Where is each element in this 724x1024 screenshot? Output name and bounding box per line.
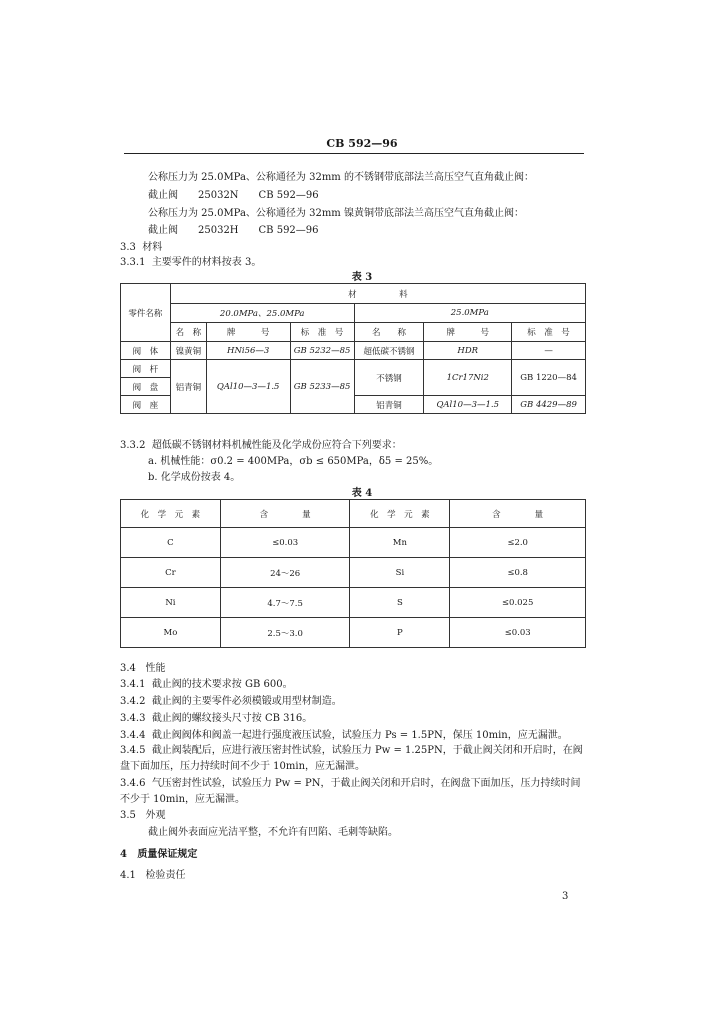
element: Cr (121, 558, 221, 588)
column-header: 化 学 元 素 (350, 500, 450, 528)
material-grade: HNi56—3 (206, 342, 290, 360)
section-title: 性能 (145, 663, 166, 674)
appearance-text: 截止阀外表面应光洁平整，不允许有凹陷、毛刺等缺陷。 (148, 827, 398, 838)
item-3-4-6-continued: 不少于 10min，应无漏泄。 (120, 794, 246, 805)
material-standard: GB 5232—85 (290, 342, 354, 360)
header-rule (124, 153, 584, 154)
material-standard: GB 1220—84 (512, 360, 586, 396)
section-number: 4.1 (120, 870, 136, 881)
material-header: 材 料 (170, 284, 585, 304)
part-name-header: 零件名称 (121, 284, 171, 342)
section-title: 质量保证规定 (137, 849, 198, 860)
column-header: 化 学 元 素 (121, 500, 221, 528)
item-number: 3.4.2 (120, 696, 146, 707)
part-name: 阀 座 (121, 396, 171, 414)
section-title: 检验责任 (145, 870, 186, 881)
sub-header: 标 准 号 (512, 323, 586, 342)
section-number: 4 (120, 849, 127, 860)
item-number: 3.4.6 (120, 778, 146, 789)
item-text: 截止阀的主要零件必须模锻或用型材制造。 (151, 696, 342, 707)
section-text: 主要零件的材料按表 3。 (151, 257, 262, 268)
content: 2.5～3.0 (220, 618, 350, 648)
item-number: 3.4.1 (120, 679, 146, 690)
content: ≤2.0 (450, 528, 586, 558)
table-row (121, 618, 586, 648)
material-name: 镍黄铜 (170, 342, 206, 360)
item-text: 截止阀的螺纹接头尺寸按 CB 316。 (151, 713, 313, 724)
section-3-3-1 (120, 253, 261, 268)
material-name: 不锈钢 (354, 360, 424, 396)
page-number: 3 (562, 891, 569, 902)
table-row (121, 342, 586, 360)
material-standard: — (512, 342, 586, 360)
section-3-3 (120, 238, 162, 253)
intro-line-4: 截止阀 25032H CB 592—96 (148, 225, 319, 236)
content: ≤0.025 (450, 588, 586, 618)
intro-line-3: 公称压力为 25.0MPa、公称通径为 32mm 镍黄铜带底部法兰高压空气直角截止阀： (148, 208, 524, 219)
table4-caption: 表 4 (351, 488, 373, 499)
part-name: 阀 体 (121, 342, 171, 360)
content: ≤0.03 (220, 528, 350, 558)
item-number: 3.4.5 (120, 745, 146, 756)
table-row (121, 360, 586, 378)
item-3-4-5 (120, 741, 583, 756)
item-3-4-6 (120, 774, 581, 789)
mechanical-properties: a. 机械性能：σ0.2 = 400MPa，σb ≤ 650MPa，δ5 = 25%。 (148, 456, 439, 467)
element: Mo (121, 618, 221, 648)
material-grade: QAl10—3—1.5 (424, 396, 512, 414)
column-header: 含 量 (220, 500, 350, 528)
material-standard: GB 5233—85 (290, 360, 354, 414)
section-title: 材料 (142, 242, 163, 253)
item-3-4-2 (120, 692, 342, 707)
item-number: 3.4.4 (120, 730, 146, 741)
material-name: 铝青铜 (354, 396, 424, 414)
section-number: 3.3 (120, 242, 136, 253)
item-3-4-5-continued: 盘下面加压，压力持续时间不少于 10min，应无漏泄。 (120, 761, 366, 772)
material-grade: QAl10—3—1.5 (206, 360, 290, 414)
element: P (350, 618, 450, 648)
table3-caption: 表 3 (351, 272, 373, 283)
table-row (121, 588, 586, 618)
sub-header: 牌 号 (206, 323, 290, 342)
element: Ni (121, 588, 221, 618)
section-3-3-2 (120, 436, 402, 451)
item-text: 气压密封性试验，试验压力 Pw = PN，于截止阀关闭和开启时，在阀盘下面加压，压力持续时间 (151, 778, 581, 789)
section-3-5 (120, 806, 165, 821)
table-4 (120, 499, 586, 648)
section-title: 外观 (145, 810, 166, 821)
item-3-4-4 (120, 726, 568, 741)
content: ≤0.8 (450, 558, 586, 588)
table-row (121, 558, 586, 588)
material-standard: GB 4429—89 (512, 396, 586, 414)
content: 24～26 (220, 558, 350, 588)
material-name: 铝青铜 (170, 360, 206, 414)
item-3-4-1 (120, 675, 293, 690)
sub-header: 标 准 号 (290, 323, 354, 342)
section-number: 3.5 (120, 810, 136, 821)
section-text: 超低碳不锈钢材料机械性能及化学成份应符合下列要求： (151, 440, 402, 451)
element: C (121, 528, 221, 558)
sub-header: 名 称 (170, 323, 206, 342)
content: 4.7～7.5 (220, 588, 350, 618)
column-header: 含 量 (450, 500, 586, 528)
intro-line-1: 公称压力为 25.0MPa、公称通径为 32mm 的不锈钢带底部法兰高压空气直角截止阀： (148, 172, 534, 183)
sub-header: 牌 号 (424, 323, 512, 342)
element: Si (350, 558, 450, 588)
material-grade: HDR (424, 342, 512, 360)
item-text: 截止阀装配后，应进行液压密封性试验，试验压力 Pw = 1.25PN，于截止阀关闭和开启时，在阀 (151, 745, 583, 756)
sub-header: 名 称 (354, 323, 424, 342)
part-name: 阀 杆 (121, 360, 171, 378)
intro-line-2: 截止阀 25032N CB 592—96 (148, 190, 319, 201)
section-3-4 (120, 659, 165, 674)
material-name: 超低碳不锈钢 (354, 342, 424, 360)
item-3-4-3 (120, 709, 312, 724)
table-row (121, 528, 586, 558)
pressure-group-2: 25.0MPa (354, 304, 585, 323)
section-number: 3.3.1 (120, 257, 146, 268)
item-text: 截止阀阀体和阀盖一起进行强度液压试验，试验压力 Ps = 1.5PN，保压 10min，应无漏泄。 (151, 730, 568, 741)
table-3 (120, 283, 586, 414)
content: ≤0.03 (450, 618, 586, 648)
section-4-1 (120, 866, 185, 881)
material-grade: 1Cr17Ni2 (424, 360, 512, 396)
chemical-composition-note: b. 化学成份按表 4。 (148, 472, 241, 483)
pressure-group-1: 20.0MPa、25.0MPa (170, 304, 354, 323)
element: S (350, 588, 450, 618)
element: Mn (350, 528, 450, 558)
item-text: 截止阀的技术要求按 GB 600。 (151, 679, 293, 690)
section-number: 3.4 (120, 663, 136, 674)
item-number: 3.4.3 (120, 713, 146, 724)
document-code-header: CB 592—96 (326, 137, 398, 150)
section-4 (120, 845, 197, 860)
section-number: 3.3.2 (120, 440, 146, 451)
part-name: 阀 盘 (121, 378, 171, 396)
